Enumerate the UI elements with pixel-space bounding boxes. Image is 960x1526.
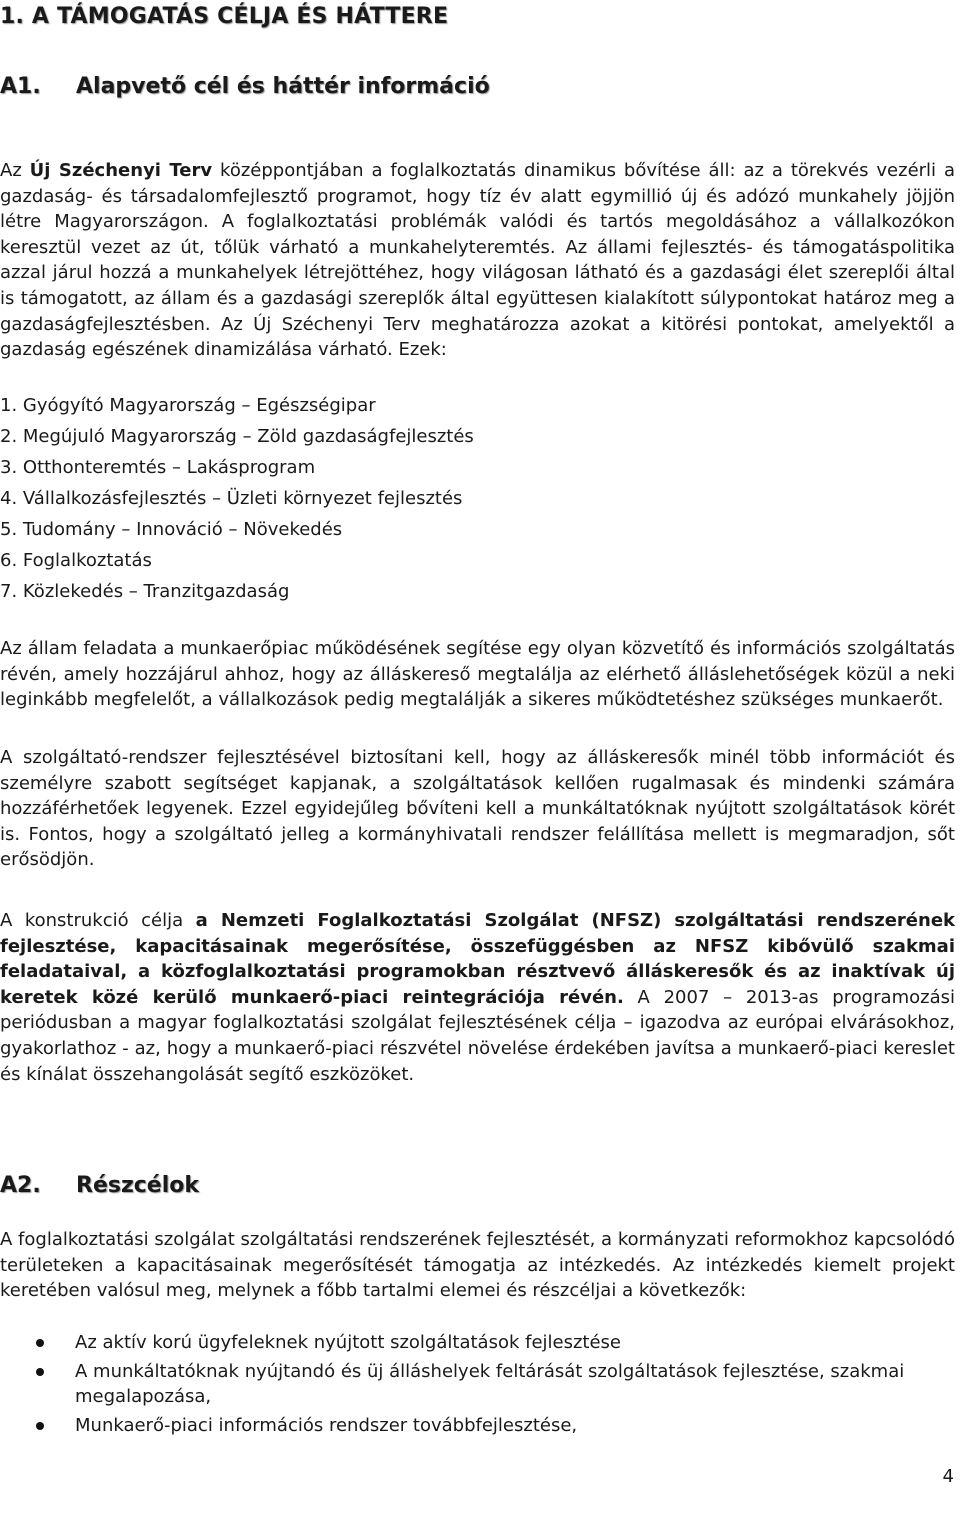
bullet-dot-icon — [36, 1422, 44, 1430]
priority-item: 2. Megújuló Magyarország – Zöld gazdaságfejlesztés — [0, 426, 474, 447]
bullet-dot-icon — [36, 1368, 44, 1376]
bullet-item — [0, 1413, 955, 1439]
subsection-heading-a1 — [0, 74, 490, 99]
bullet-text: Munkaerő-piaci információs rendszer továbbfejlesztése, — [75, 1414, 578, 1436]
goal-text-start: A konstrukció célja — [0, 910, 196, 931]
subgoal-bullet-list — [0, 1330, 955, 1441]
priority-list — [0, 390, 474, 607]
subsection-heading-a2 — [0, 1173, 199, 1198]
priority-item: 4. Vállalkozásfejlesztés – Üzleti környezet fejlesztés — [0, 488, 463, 509]
intro-text-start: Az — [0, 160, 30, 181]
priority-item: 3. Otthonteremtés – Lakásprogram — [0, 457, 316, 478]
priority-item: 1. Gyógyító Magyarország – Egészségipar — [0, 395, 376, 416]
goal-paragraph — [0, 908, 955, 1087]
intro-bold-term: Új Széchenyi Terv — [29, 160, 213, 181]
state-role-paragraph: Az állam feladata a munkaerőpiac működésének segítése egy olyan közvetítő és információs szolgáltatás révén, amely hozzájárul ahhoz, hogy az álláskereső megtalálja az elérhető álláslehetőségek közül a neki leginkább megfelelőt, a vállalkozások pedig megtalálják a sikeres működtetéshez szükséges munkaerőt. — [0, 638, 955, 711]
bullet-text: Az aktív korú ügyfeleknek nyújtott szolgáltatások fejlesztése — [75, 1332, 622, 1353]
service-system-paragraph: A szolgáltató-rendszer fejlesztésével biztosítani kell, hogy az álláskeresők minél több információt és személyre szabott segítséget kapjanak, a szolgáltatások kellően rugalmasak és mindenki számára hozzáférhetőek legyenek. Ezzel egyidejűleg bővíteni kell a munkáltatóknak nyújtott szolgáltatások körét is. Fontos, hogy a szolgáltató jelleg a kormányhivatali rendszer felállítása mellett is megmaradjon, sőt erősödjön. — [0, 747, 955, 871]
intro-paragraph — [0, 158, 955, 363]
intro-text-rest: középpontjában a foglalkoztatás dinamikus bővítése áll: az a törekvés vezérli a gazdaság- és társadalomfejlesztő programot, hogy tíz év alatt egymillió új és adózó munkahely jöjjön létre Magyarországon. A foglalkoztatási problémák valódi és tartós megoldásához a vállalkozókon keresztül vezet az út, tőlük várható a munkahelyteremtés. Az állami fejlesztés- és támogatáspolitika azzal járul hozzá a munkahelyek létrejöttéhez, hogy világosan látható és a gazdasági élet szereplői által is támogatott, az állam és a gazdasági szereplők által együttesen kialakított súlypontokat határoz meg a gazdaságfejlesztésben. Az Új Széchenyi Terv meghatározza azokat a kitörési pontokat, amelyektől a gazdaság egészének dinamizálása várható. Ezek: — [0, 160, 955, 361]
bullet-item — [0, 1330, 955, 1356]
goal-text-end: A 2007 – 2013-as programozási periódusban a magyar foglalkoztatási szolgálat fejlesztésének célja – igazodva az európai elvárásokhoz, gyakorlathoz - az, hogy a munkaerő-piaci részvétel növelése érdekében javítsa a munkaerő-piaci kereslet és kínálat összehangolását segítő eszközöket. — [0, 986, 955, 1085]
bullet-text: A munkáltatóknak nyújtandó és üj álláshelyek feltárását szolgáltatások fejlesztése, szakmai megalapozása, — [75, 1360, 905, 1408]
page-number: 4 — [942, 1466, 954, 1487]
priority-item: 6. Foglalkoztatás — [0, 550, 152, 571]
bullet-item — [0, 1359, 955, 1410]
priority-item: 7. Közlekedés – Tranzitgazdaság — [0, 581, 290, 602]
subsection-title: Alapvető cél és háttér információ — [76, 74, 490, 99]
subsection-number: A1. — [0, 74, 41, 99]
bullet-dot-icon — [36, 1339, 44, 1347]
priority-item: 5. Tudomány – Innováció – Növekedés — [0, 519, 343, 540]
subsection-title: Részcélok — [76, 1173, 200, 1198]
subgoals-paragraph: A foglalkoztatási szolgálat szolgáltatási rendszerének fejlesztését, a kormányzati reformokhoz kapcsolódó területeken a kapacitásainak megerősítését támogatja az intézkedés. Az intézkedés kiemelt projekt keretében valósul meg, melynek a főbb tartalmi elemei és részcéljai a következők: — [0, 1229, 955, 1302]
goal-bold-statement: a Nemzeti Foglalkoztatási Szolgálat (NFSZ) szolgáltatási rendszerének fejlesztése, kapacitásainak megerősítése, összefüggésben az NFSZ kibővülő szakmai feladataival, a közfoglalkoztatási programokban résztvevő álláskeresők és az inaktívak új keretek közé kerülő munkaerő-piaci reintegrációja révén. — [0, 910, 956, 1008]
section-title: 1. A TÁMOGATÁS CÉLJA ÉS HÁTTERE — [0, 4, 449, 29]
subsection-number: A2. — [0, 1173, 41, 1198]
